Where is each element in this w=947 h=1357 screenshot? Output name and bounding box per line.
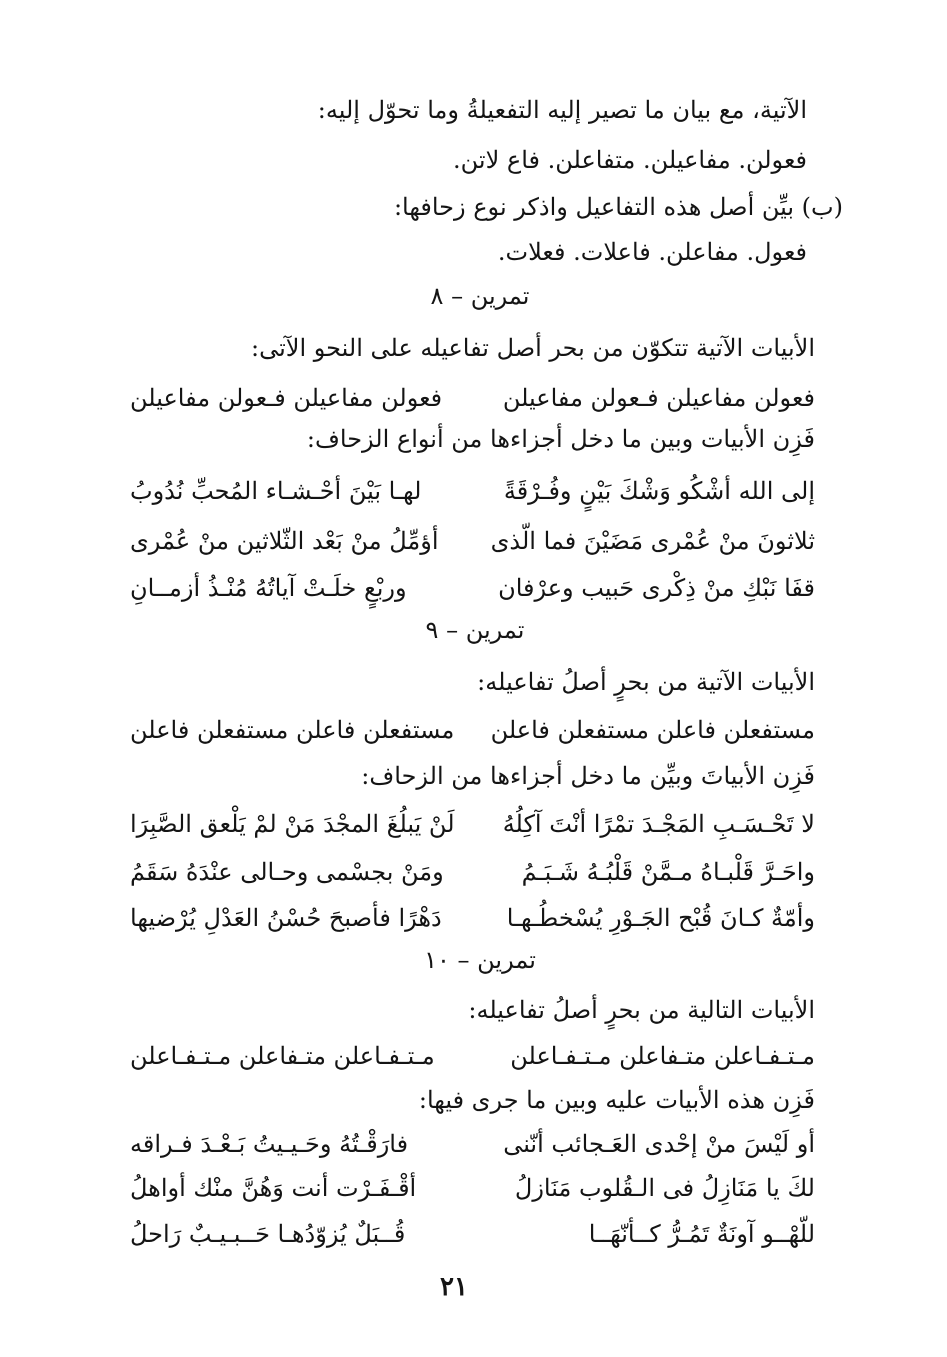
exercise-title: تمرين – ٨ — [430, 282, 530, 310]
verse-first-hemistich: للّهْــو آونَةٌ تَمُـرُّ كــأنّهَــا — [588, 1220, 815, 1248]
meter-row — [130, 716, 815, 745]
exercise-instruction: فَزِن الأبياتَ وبيِّن ما دخل أجزاءها من الزحاف: — [361, 762, 815, 790]
meter-second-hemistich: مستفعلن فاعلن مستفعلن فاعلن — [130, 716, 455, 744]
verse-second-hemistich: ومَنْ بجسْمى وحـالى عنْدَهُ سَقَمُ — [130, 858, 444, 886]
exercise-description: الأبيات الآتية تتكوّن من بحر أصل تفاعيله على النحو الآتى: — [251, 334, 815, 362]
exercise-title: تمرين – ١٠ — [424, 946, 536, 974]
verse-row — [130, 858, 815, 887]
verse-second-hemistich: دَهْرًا فأصبحَ حُسْنُ العَدْلِ يُرْضيها — [130, 904, 442, 932]
meter-row — [130, 1042, 815, 1071]
verse-row — [130, 527, 815, 556]
exercise-description: الأبيات الآتية من بحرٍ أصلُ تفاعيله: — [477, 668, 815, 696]
verse-second-hemistich: فارَقْـتُهُ وحَـيـيتُ بَـعْـدَ فـراقه — [130, 1130, 409, 1158]
exercise-title: تمرين – ٩ — [425, 616, 525, 644]
meter-second-hemistich: مـتـفـاعلن متـفاعلن مـتـفـاعلن — [130, 1042, 435, 1070]
verse-row — [130, 1174, 815, 1203]
verse-first-hemistich: لكَ يا مَنَازِلُ فى الـقُلوب مَنَازلُ — [514, 1174, 815, 1202]
verse-first-hemistich: وأمّةٌ كـانَ قُبْح الجَـوْرِ يُسْخطُـهـا — [506, 904, 815, 932]
exercise-instruction: فَزِن الأبيات وبين ما دخل أجزاءها من أنواع الزحاف: — [306, 425, 815, 453]
verse-row — [130, 574, 815, 603]
verse-row — [130, 904, 815, 933]
verse-row — [130, 810, 815, 839]
verse-second-hemistich: لهـا بَيْنَ أحْـشـاء المُحبِّ نُدُوبُ — [130, 477, 422, 505]
verse-first-hemistich: إلى الله أشْكُو وَشْكَ بَيْنٍ وفُـرْقَةً — [503, 477, 815, 505]
verse-row — [130, 477, 815, 506]
intro-line-2: فعولن. مفاعيلن. متفاعلن. فاع لاتن. — [453, 146, 807, 174]
intro-line-3: (ب) بيِّن أصل هذه التفاعيل واذكر نوع زحافها: — [393, 193, 843, 221]
verse-first-hemistich: واحَـرَّ قَلْبـاهُ مـمَّنْ قَلْبُـهُ شَـبَـمُ — [521, 858, 815, 886]
meter-first-hemistich: مستفعلن فاعلن مستفعلن فاعلن — [490, 716, 815, 744]
verse-second-hemistich: وربْعٍ خلَـتْ آياتُهُ مُنْـذُ أزمــانِ — [130, 574, 407, 602]
verse-second-hemistich: لَنْ يَبلُغَ المجْدَ مَنْ لمْ يَلْعق الصَّبِرَا — [130, 810, 455, 838]
meter-row — [130, 384, 815, 413]
intro-line-4: فعول. مفاعلن. فاعلات. فعلات. — [497, 238, 807, 266]
meter-second-hemistich: فعولن مفاعيلن فـعولن مفاعيلن — [130, 384, 443, 412]
verse-second-hemistich: أقْـفَـرْت أنت وَهُنَّ منْك أواهلُ — [130, 1174, 417, 1202]
verse-row — [130, 1130, 815, 1159]
verse-second-hemistich: قُــبَلٌ يُزوّدُهـا حَــبـيـبٌ رَاحلُ — [130, 1220, 406, 1248]
verse-row — [130, 1220, 815, 1249]
exercise-description: الأبيات التالية من بحرٍ أصلُ تفاعيله: — [468, 996, 815, 1024]
meter-first-hemistich: فعولن مفاعيلن فـعولن مفاعيلن — [502, 384, 815, 412]
meter-first-hemistich: مـتـفـاعلن متـفاعلن مـتـفـاعلن — [510, 1042, 815, 1070]
intro-line-1: الآتية، مع بيان ما تصير إليه التفعيلةُ وما تحوّل إليه: — [317, 96, 807, 124]
verse-first-hemistich: ثلاثونَ منْ عُمْرى مَضَيْنَ فما الّذى — [490, 527, 815, 555]
page-number: ٢١ — [440, 1272, 468, 1302]
verse-first-hemistich: أو لَيْسَ منْ إحْدى العَـجائب أنّنى — [503, 1130, 815, 1158]
verse-second-hemistich: أؤمِّلُ منْ بَعْد الثّلاثين منْ عُمْرى — [130, 527, 439, 555]
exercise-instruction: فَزِن هذه الأبيات عليه وبين ما جرى فيها: — [418, 1086, 815, 1114]
verse-first-hemistich: لا تَحْـسَـبِ المَجْـدَ تمْرًا أنْتَ آكِلُهُ — [502, 810, 815, 838]
verse-first-hemistich: قفَا نَبْكِ منْ ذِكْرى حَبيب وعرْفان — [498, 574, 815, 602]
